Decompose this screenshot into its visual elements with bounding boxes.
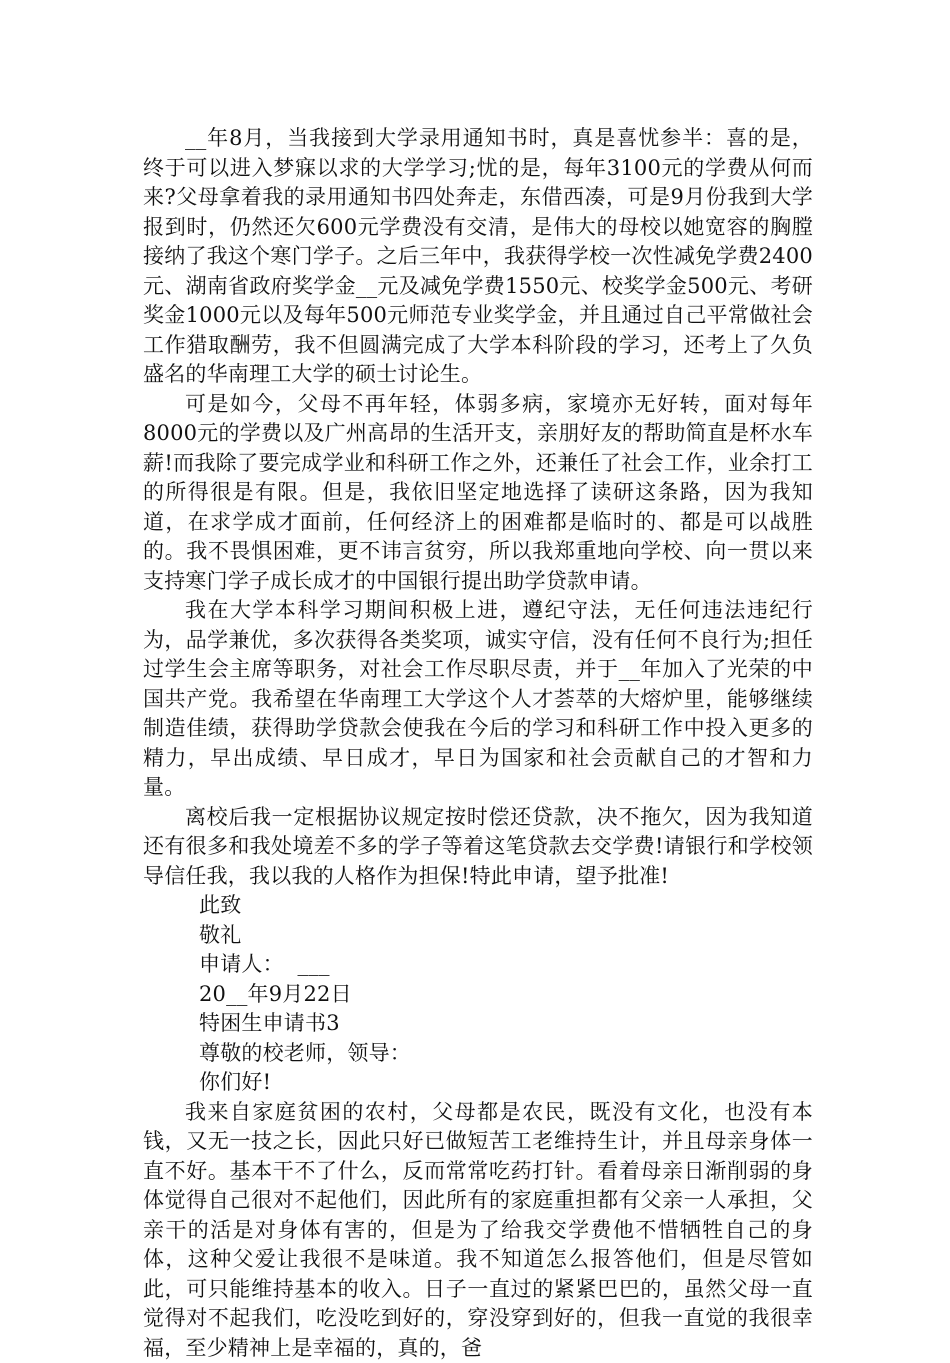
date-line: 20__年9月22日	[143, 980, 813, 1010]
body-paragraph-3: 我在大学本科学习期间积极上进，遵纪守法，无任何违法违纪行为，品学兼优，多次获得各类奖项，诚实守信，没有任何不良行为;担任过学生会主席等职务，对社会工作尽职尽责，并于__年加入了光荣的中国共产党。我希望在华南理工大学这个人才荟萃的大熔炉里，能够继续制造佳绩，获得助学贷款会使我在今后的学习和科研工作中投入更多的精力，早出成绩、早日成才，早日为国家和社会贡献自己的才智和力量。	[143, 596, 813, 803]
body-paragraph-2: 可是如今，父母不再年轻，体弱多病，家境亦无好转，面对每年8000元的学费以及广州高昂的生活开支，亲朋好友的帮助简直是杯水车薪!而我除了要完成学业和科研工作之外，还兼任了社会工作，业余打工的所得很是有限。但是，我依旧坚定地选择了读研这条路，因为我知道，在求学成才面前，任何经济上的困难都是临时的、都是可以战胜的。我不畏惧困难，更不讳言贫穷，所以我郑重地向学校、向一贯以来支持寒门学子成长成才的中国银行提出助学贷款申请。	[143, 390, 813, 597]
applicant-line: 申请人： ___	[143, 950, 813, 980]
greeting-line: 你们好!	[143, 1068, 813, 1098]
body-paragraph-5: 我来自家庭贫困的农村，父母都是农民，既没有文化，也没有本钱，又无一技之长，因此只好已做短苦工老维持生计，并且母亲身体一直不好。基本干不了什么，反而常常吃药打针。看着母亲日渐削弱的身体觉得自己很对不起他们，因此所有的家庭重担都有父亲一人承担，父亲干的活是对身体有害的，但是为了给我交学费他不惜牺牲自己的身体，这种父爱让我很不是味道。我不知道怎么报答他们，但是尽管如此，可只能维持基本的收入。日子一直过的紧紧巴巴的，虽然父母一直觉得对不起我们，吃没吃到好的，穿没穿到好的，但我一直觉的我很幸福，至少精神上是幸福的，真的，爸	[143, 1098, 813, 1363]
document-body	[143, 124, 813, 1363]
closing-line-1: 此致	[143, 891, 813, 921]
body-paragraph-1: __年8月，当我接到大学录用通知书时，真是喜忧参半：喜的是，终于可以进入梦寐以求的大学学习;忧的是，每年3100元的学费从何而来?父母拿着我的录用通知书四处奔走，东借西凑，可是9月份我到大学报到时，仍然还欠600元学费没有交清，是伟大的母校以她宽容的胸膛接纳了我这个寒门学子。之后三年中，我获得学校一次性减免学费2400元、湖南省政府奖学金__元及减免学费1550元、校奖学金500元、考研奖金1000元以及每年500元师范专业奖学金，并且通过自己平常做社会工作猎取酬劳，我不但圆满完成了大学本科阶段的学习，还考上了久负盛名的华南理工大学的硕士讨论生。	[143, 124, 813, 390]
body-paragraph-4: 离校后我一定根据协议规定按时偿还贷款，决不拖欠，因为我知道还有很多和我处境差不多的学子等着这笔贷款去交学费!请银行和学校领导信任我，我以我的人格作为担保!特此申请，望予批准!	[143, 803, 813, 892]
closing-line-2: 敬礼	[143, 921, 813, 951]
next-document-title: 特困生申请书3	[143, 1009, 813, 1039]
salutation-line: 尊敬的校老师，领导：	[143, 1039, 813, 1069]
